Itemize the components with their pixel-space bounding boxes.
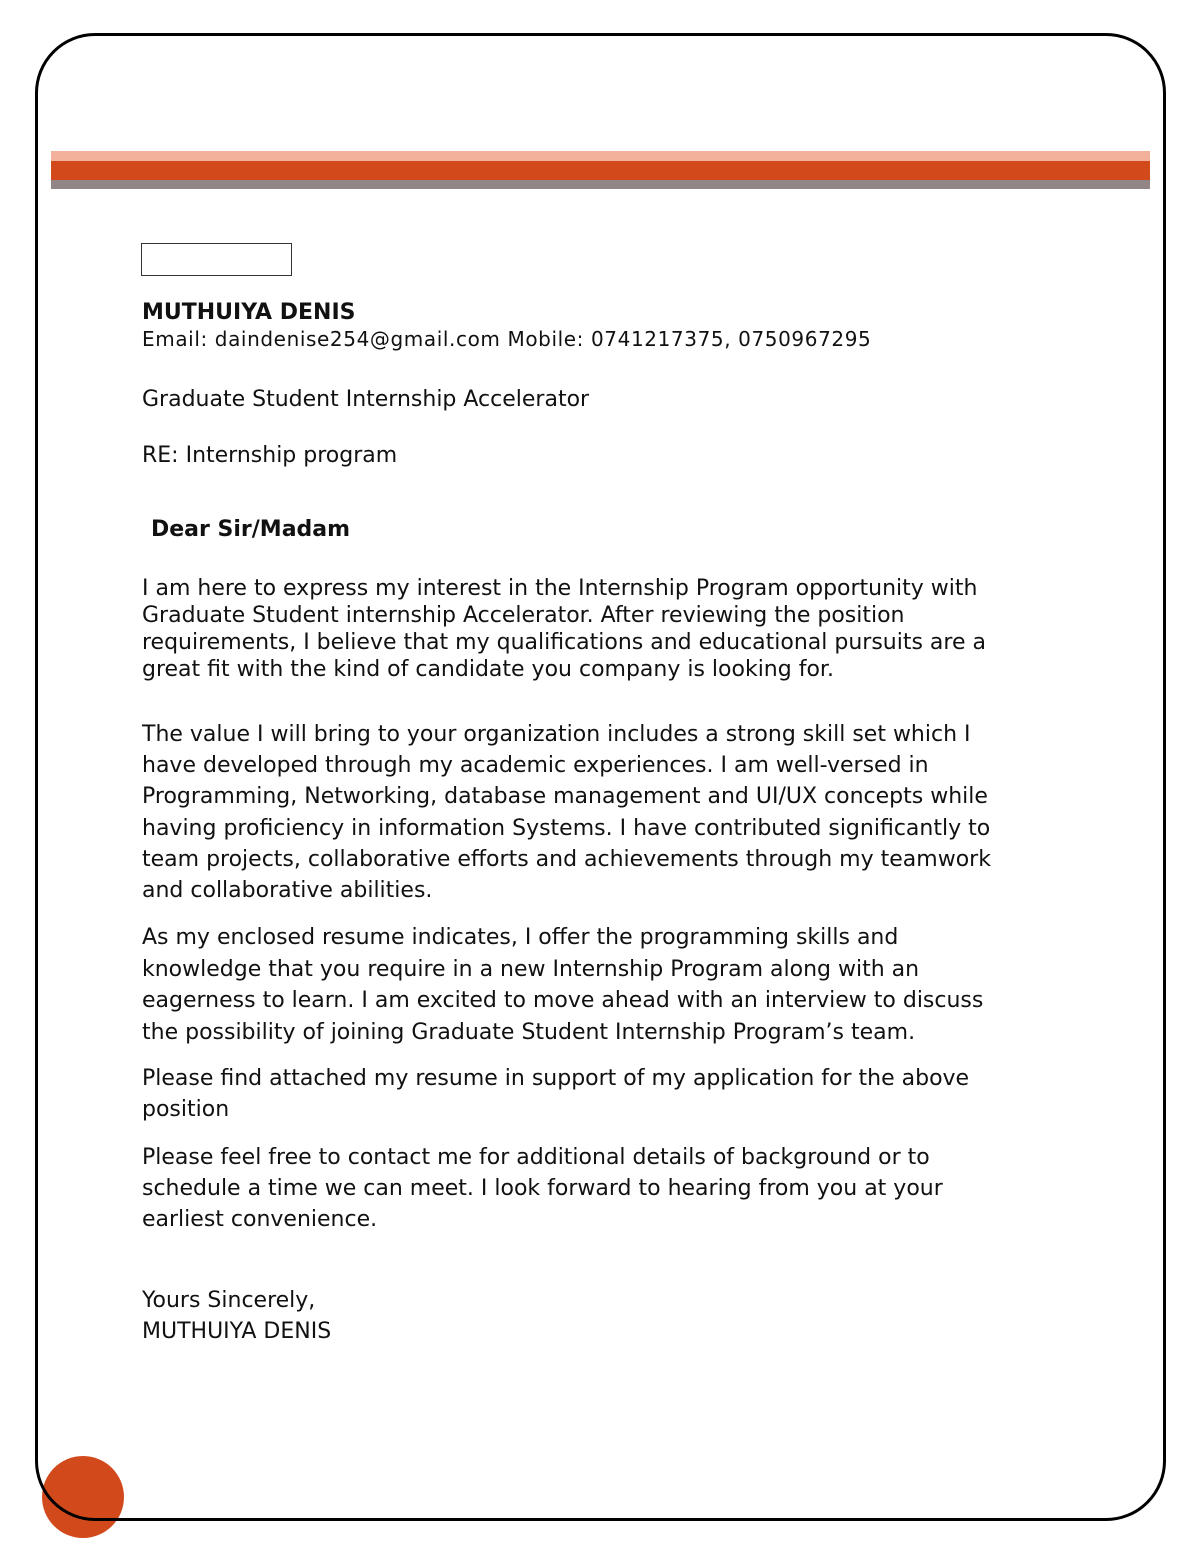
text-line: The value I will bring to your organization includes a strong skill set which I xyxy=(142,722,971,747)
paragraph-1 xyxy=(142,575,986,683)
decorative-circle xyxy=(42,1456,124,1538)
text-line: the possibility of joining Graduate Student Internship Program’s team. xyxy=(142,1019,916,1045)
text-line: and collaborative abilities. xyxy=(142,878,433,904)
subject-line: RE: Internship program xyxy=(142,443,398,468)
sender-contact: Email: daindenise254@gmail.com Mobile: 0741217375, 0750967295 xyxy=(142,327,872,351)
empty-text-box xyxy=(141,243,292,276)
closing xyxy=(142,1285,331,1347)
header-band-gray xyxy=(51,180,1150,189)
recipient: Graduate Student Internship Accelerator xyxy=(142,387,590,412)
paragraph-2 xyxy=(142,719,991,906)
sender-name: MUTHUIYA DENIS xyxy=(142,300,356,325)
text-line: As my enclosed resume indicates, I offer the programming skills and xyxy=(142,925,899,950)
signature-name: MUTHUIYA DENIS xyxy=(142,1319,332,1344)
text-line: schedule a time we can meet. I look forward to hearing from you at your xyxy=(142,1176,943,1201)
text-line: team projects, collaborative efforts and achievements through my teamwork xyxy=(142,846,991,872)
text-line: requirements, I believe that my qualifications and educational pursuits are a xyxy=(142,630,986,655)
text-line: great fit with the kind of candidate you company is looking for. xyxy=(142,657,834,682)
text-line: having proficiency in information Systems. I have contributed significantly to xyxy=(142,815,991,841)
text-line: position xyxy=(142,1097,230,1122)
text-line: Graduate Student internship Accelerator. After reviewing the position xyxy=(142,603,905,628)
text-line: Please feel free to contact me for additional details of background or to xyxy=(142,1145,930,1170)
valediction: Yours Sincerely, xyxy=(142,1288,316,1313)
text-line: eagerness to learn. I am excited to move ahead with an interview to discuss xyxy=(142,988,984,1013)
salutation: Dear Sir/Madam xyxy=(151,517,351,542)
paragraph-5 xyxy=(142,1142,943,1235)
text-line: earliest convenience. xyxy=(142,1207,378,1232)
text-line: knowledge that you require in a new Internship Program along with an xyxy=(142,956,920,982)
text-line: have developed through my academic experiences. I am well-versed in xyxy=(142,753,929,779)
header-band-accent xyxy=(51,161,1150,180)
text-line: Please find attached my resume in support of my application for the above xyxy=(142,1066,970,1091)
paragraph-4 xyxy=(142,1063,969,1125)
text-line: I am here to express my interest in the Internship Program opportunity with xyxy=(142,576,978,601)
text-line: Programming, Networking, database management and UI/UX concepts while xyxy=(142,784,988,810)
header-band-light xyxy=(51,151,1150,161)
paragraph-3 xyxy=(142,922,983,1048)
